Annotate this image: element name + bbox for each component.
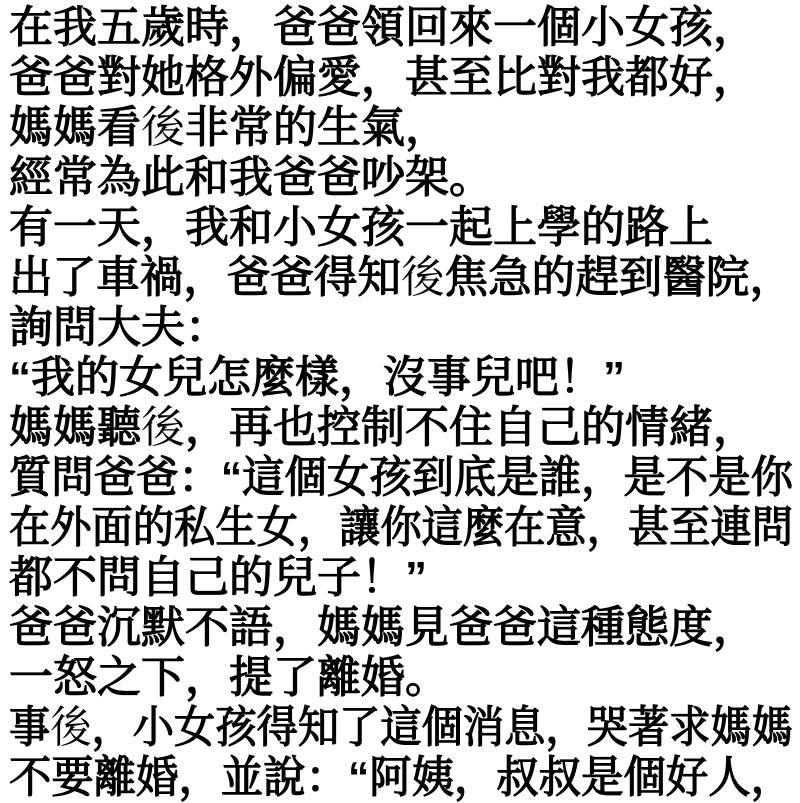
story-line xyxy=(9,753,800,803)
fallback-weight-char: 後 xyxy=(141,403,185,452)
story-line xyxy=(9,553,800,603)
story-line-text: 有一天，我和小女孩一起上學的路上 xyxy=(9,203,713,252)
fallback-weight-char: 後 xyxy=(401,253,445,302)
story-line-text: 在我五歲時，爸爸領回來一個小女孩， xyxy=(9,3,757,52)
story-line xyxy=(9,503,800,553)
story-line-text: 事後，小女孩得知了這個消息，哭著求媽媽 xyxy=(9,703,794,752)
story-line xyxy=(9,103,800,153)
story-line-text: 爸爸對她格外偏愛，甚至比對我都好， xyxy=(9,53,757,102)
story-line-text: 不要離婚，並說：“阿姨，叔叔是個好人， xyxy=(9,753,793,802)
story-line xyxy=(9,3,800,53)
story-line-text: 媽媽看後非常的生氣， xyxy=(9,103,449,152)
story-line-text: 出了車禍，爸爸得知後焦急的趕到醫院， xyxy=(9,253,793,302)
story-line xyxy=(9,453,800,503)
story-line-text: 一怒之下，提了離婚。 xyxy=(9,653,449,702)
story-line xyxy=(9,153,800,203)
story-line xyxy=(9,603,800,653)
fallback-weight-char: 後 xyxy=(141,103,185,152)
story-line xyxy=(9,303,800,353)
story-line-text: 經常為此和我爸爸吵架。 xyxy=(9,153,493,202)
story-line-text: 在外面的私生女，讓你這麼在意，甚至連問 xyxy=(9,503,793,552)
story-line-text: 都不問自己的兒子！” xyxy=(9,553,427,602)
story-line xyxy=(9,403,800,453)
story-line-text: 媽媽聽後，再也控制不住自己的情緒， xyxy=(9,403,757,452)
story-line-text: 質問爸爸：“這個女孩到底是誰，是不是你 xyxy=(9,453,793,502)
story-line xyxy=(9,253,800,303)
story-line xyxy=(9,203,800,253)
story-line-text: “我的女兒怎麼樣，沒事兒吧！” xyxy=(9,353,625,402)
story-line xyxy=(9,703,800,753)
story-line-text: 詢問大夫： xyxy=(9,303,229,352)
story-line xyxy=(9,53,800,103)
story-line xyxy=(9,353,800,403)
fallback-weight-char: 後 xyxy=(50,703,92,752)
story-line-text: 爸爸沉默不語，媽媽見爸爸這種態度， xyxy=(9,603,757,652)
story-line xyxy=(9,653,800,703)
